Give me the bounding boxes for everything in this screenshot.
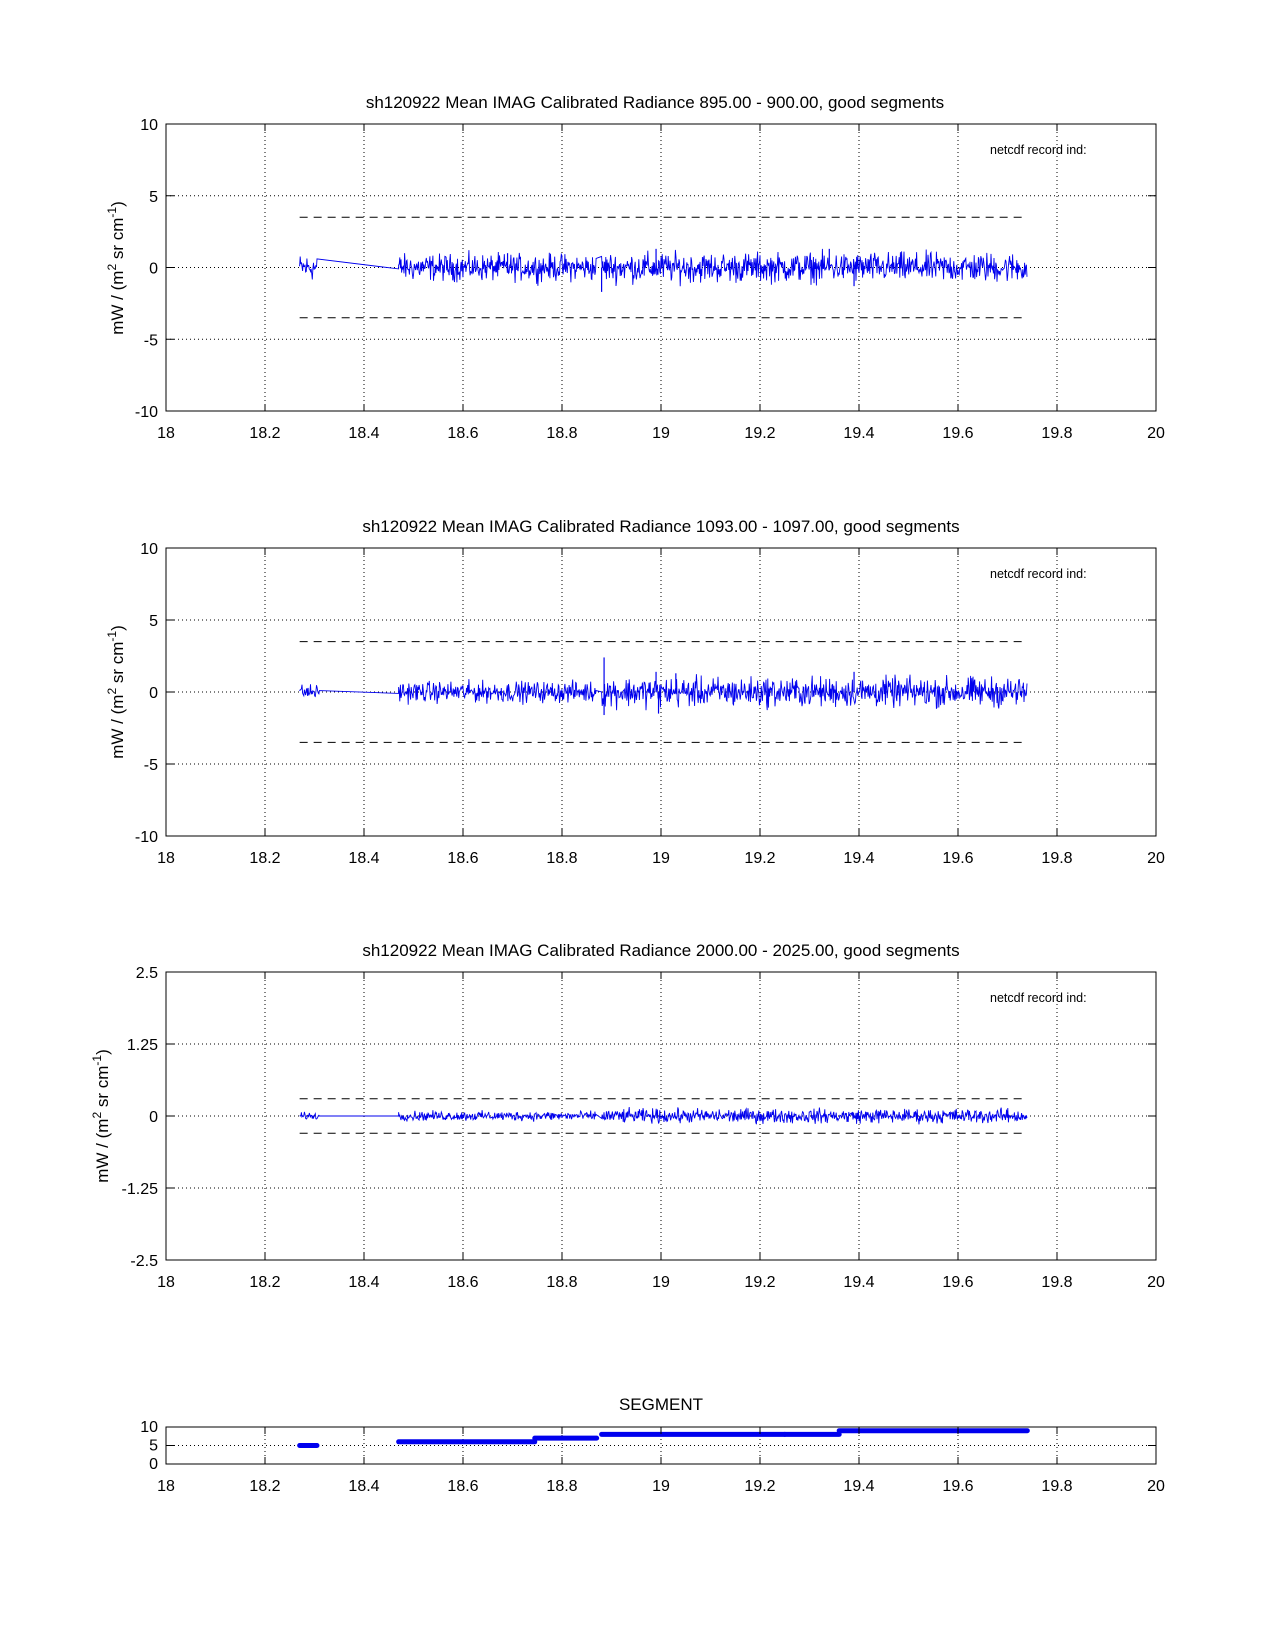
panel-895-900-xtick-label: 18.2 (249, 425, 281, 442)
panel-segment-xtick-label: 18 (157, 1478, 175, 1495)
panel-895-900-ylabel: mW / ($m^2$ sr $cm^{-1}$) (105, 201, 127, 335)
panel-2000-2025-xtick-label: 18.4 (348, 1274, 380, 1291)
panel-1093-1097-xtick-label: 18.6 (447, 850, 479, 867)
panel-segment-xtick-label: 18.6 (447, 1478, 479, 1495)
panel-segment-xtick-label: 18.4 (348, 1478, 380, 1495)
panel-segment-xtick-label: 19.8 (1041, 1478, 1073, 1495)
panel-2000-2025-xtick-label: 20 (1147, 1274, 1165, 1291)
panel-2000-2025-xtick-label: 18 (157, 1274, 175, 1291)
panel-1093-1097-ytick-label: 0 (149, 685, 158, 702)
panel-2000-2025-title: sh120922 Mean IMAG Calibrated Radiance 2000.00 - 2025.00, good segments (362, 941, 960, 960)
panel-1093-1097-xtick-label: 19.8 (1041, 850, 1073, 867)
panel-895-900-xtick-label: 19 (652, 425, 670, 442)
panel-2000-2025-ytick-label: 2.5 (135, 965, 158, 982)
panel-segment-ytick-label: 5 (149, 1437, 158, 1455)
panel-2000-2025-ylabel: mW / ($m^2$ sr $cm^{-1}$) (90, 1049, 112, 1183)
panel-895-900-title: sh120922 Mean IMAG Calibrated Radiance 895.00 - 900.00, good segments (365, 93, 945, 112)
panel-segment-ytick-label: 10 (140, 1419, 158, 1436)
panel-2000-2025-xtick-label: 19.4 (843, 1274, 875, 1291)
panel-895-900-ytick-label: 5 (149, 188, 158, 206)
panel-2000-2025-xtick-label: 18.8 (546, 1274, 578, 1291)
panel-segment-ytick-label: 0 (149, 1456, 158, 1473)
panel-895-900-ytick-label: -5 (143, 332, 158, 350)
panel-2000-2025-annotation: netcdf record ind: (990, 991, 1087, 1005)
panel-895-900-xtick-label: 18.8 (546, 425, 578, 442)
panel-segment-xtick-label: 19.2 (744, 1478, 776, 1495)
panel-1093-1097-ylabel: mW / ($m^2$ sr $cm^{-1}$) (105, 625, 127, 759)
panel-1093-1097-xtick-label: 19.4 (843, 850, 875, 867)
panel-segment-xtick-label: 20 (1147, 1478, 1165, 1495)
panel-2000-2025-ytick-label: -1.25 (121, 1181, 158, 1198)
panel-1093-1097-xtick-label: 18.8 (546, 850, 578, 867)
panel-1093-1097-ytick-label: 10 (140, 541, 158, 558)
panel-895-900-annotation: netcdf record ind: (990, 143, 1087, 157)
panel-2000-2025-ytick-label: 0 (149, 1109, 158, 1126)
panel-1093-1097-annotation: netcdf record ind: (990, 567, 1087, 581)
panel-1093-1097-xtick-label: 18.4 (348, 850, 380, 867)
panel-1093-1097-xtick-label: 19 (652, 850, 670, 867)
panel-segment-title: SEGMENT (618, 1395, 704, 1414)
panel-segment-xtick-label: 19.6 (942, 1478, 974, 1495)
panel-1093-1097-xtick-label: 19.6 (942, 850, 974, 867)
panel-895-900-xtick-label: 19.2 (744, 425, 776, 442)
panel-2000-2025-xtick-label: 19.8 (1041, 1274, 1073, 1291)
panel-segment-xtick-label: 18.8 (546, 1478, 578, 1495)
panel-2000-2025-xtick-label: 19.6 (942, 1274, 974, 1291)
panel-segment-xtick-label: 19 (652, 1478, 670, 1495)
panel-2000-2025-xtick-label: 19 (652, 1274, 670, 1291)
panel-895-900-xtick-label: 18 (157, 425, 175, 442)
panel-895-900-ytick-label: 0 (149, 260, 158, 278)
panel-1093-1097-ytick-label: -10 (134, 829, 158, 846)
panel-895-900-ytick-label: -10 (134, 404, 158, 421)
panel-895-900-xtick-label: 20 (1147, 425, 1165, 442)
panel-895-900-xtick-label: 18.4 (348, 425, 380, 442)
panel-1093-1097-xtick-label: 19.2 (744, 850, 776, 867)
panel-895-900-xtick-label: 19.4 (843, 425, 875, 442)
panel-895-900-ytick-label: 10 (140, 117, 158, 134)
panel-2000-2025-xtick-label: 18.6 (447, 1274, 479, 1291)
panel-2000-2025-xtick-label: 18.2 (249, 1274, 281, 1291)
panel-895-900-xtick-label: 18.6 (447, 425, 479, 442)
panel-1093-1097-xtick-label: 18.2 (249, 850, 281, 867)
panel-2000-2025-xtick-label: 19.2 (744, 1274, 776, 1291)
panel-895-900-xtick-label: 19.6 (942, 425, 974, 442)
panel-1093-1097-ytick-label: -5 (143, 757, 158, 774)
panel-2000-2025-ytick-label: -2.5 (130, 1253, 158, 1270)
panel-1093-1097-title: sh120922 Mean IMAG Calibrated Radiance 1093.00 - 1097.00, good segments (362, 517, 960, 536)
panel-1093-1097-xtick-label: 18 (157, 850, 175, 867)
panel-segment-xtick-label: 18.2 (249, 1478, 281, 1495)
panel-segment-xtick-label: 19.4 (843, 1478, 875, 1495)
panel-2000-2025-ytick-label: 1.25 (126, 1037, 158, 1054)
panel-1093-1097-ytick-label: 5 (149, 613, 158, 630)
panel-895-900-xtick-label: 19.8 (1041, 425, 1073, 442)
panel-1093-1097-xtick-label: 20 (1147, 850, 1165, 867)
